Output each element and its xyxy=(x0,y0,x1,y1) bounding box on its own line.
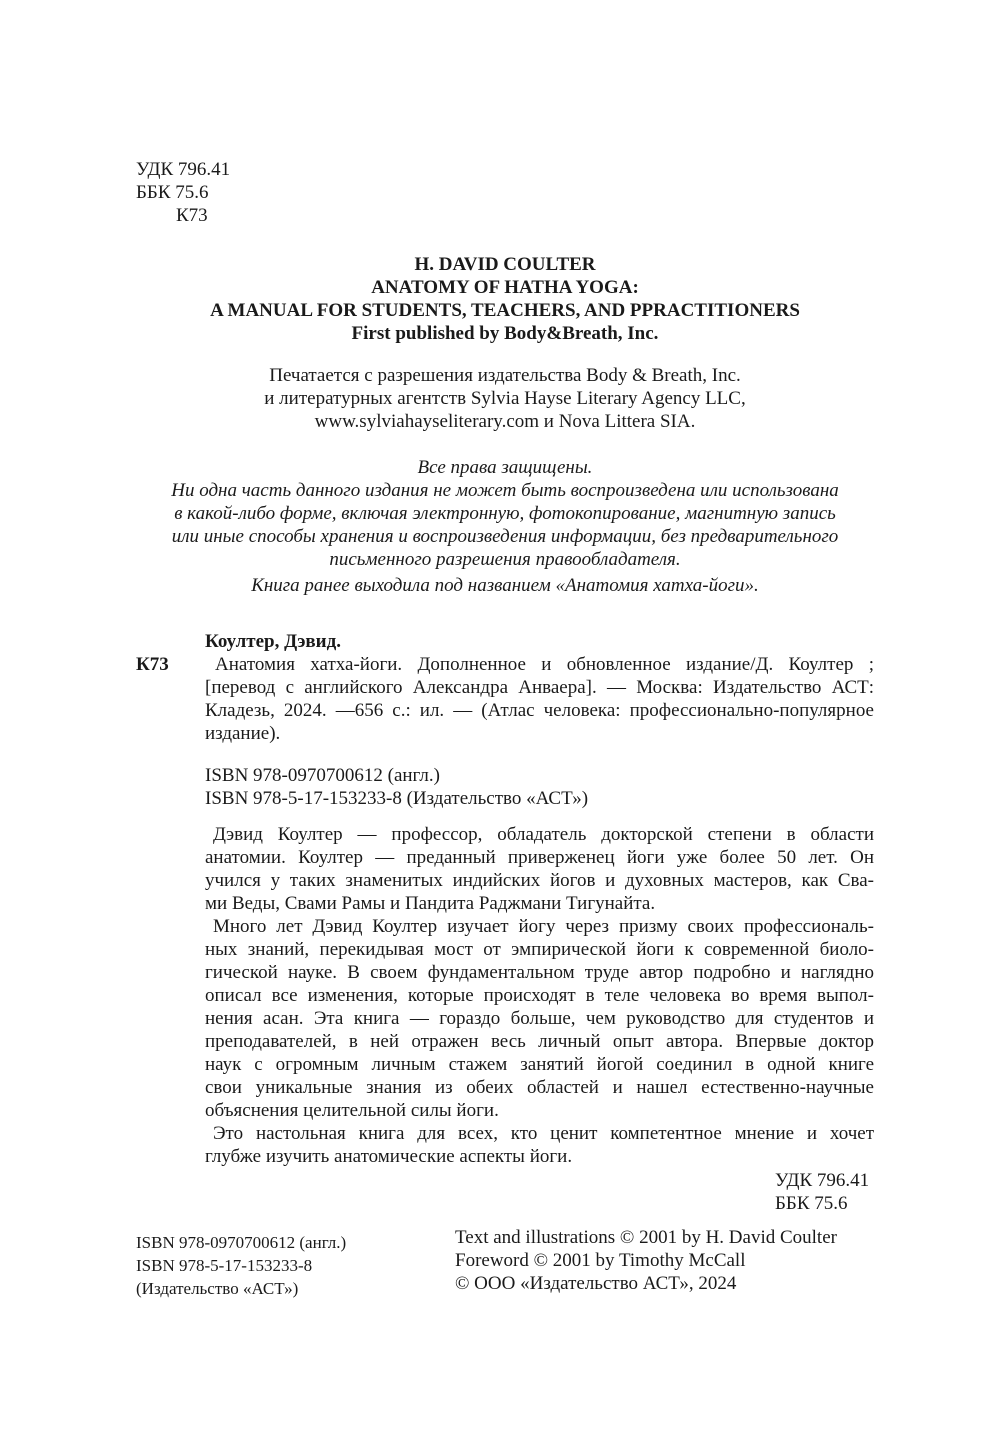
permission-line: и литературных агентств Sylvia Hayse Literary Agency LLC, xyxy=(264,388,746,409)
isbn-line: ISBN 978-0970700612 (англ.) xyxy=(205,765,440,786)
permission-line: www.sylviahayseliterary.com и Nova Littera SIA. xyxy=(314,411,696,432)
rights-line: Ни одна часть данного издания не может быть воспроизведена или использована xyxy=(171,480,839,501)
bib-description xyxy=(205,653,874,745)
rights-line: или иные способы хранения и воспроизведения информации, без предварительного xyxy=(171,526,839,547)
footer-isbn xyxy=(136,1231,346,1300)
annotation-line: Много лет Дэвид Коултер изучает йогу через призму своих профессиональ- xyxy=(213,916,874,937)
annotation-line: гической науке. В своем фундаментальном труде автор подробно и наглядно xyxy=(205,962,874,983)
bib-line: Кладезь, 2024. —656 с.: ил. — (Атлас человека: профессионально-популярное xyxy=(205,700,874,721)
annotation-line: учился у таких знаменитых индийских йогов и духовных мастеров, как Сва- xyxy=(205,870,874,891)
annotation-line: анатомии. Коултер — преданный приверженец йоги уже более 50 лет. Он xyxy=(205,847,874,868)
copyright-line: Text and illustrations © 2001 by H. David Coulter xyxy=(455,1227,837,1248)
original-title-block xyxy=(136,253,874,345)
classification-codes xyxy=(136,158,230,227)
rights-line: письменного разрешения правообладателя. xyxy=(329,549,681,570)
bib-author xyxy=(205,630,341,653)
annotation-line: глубже изучить анатомические аспекты йоги. xyxy=(205,1146,573,1167)
previous-title: Книга ранее выходила под названием «Анатомия хатха-йоги». xyxy=(251,575,759,596)
bbk-code: ББК 75.6 xyxy=(775,1193,848,1214)
original-author: H. DAVID COULTER xyxy=(414,254,596,275)
annotation-line: свои уникальные знания из обеих областей и нашел естественно-научные xyxy=(205,1077,874,1098)
annotation-line: объяснения целительной силы йоги. xyxy=(205,1100,499,1121)
bib-line: издание). xyxy=(205,723,281,744)
annotation-line: Это настольная книга для всех, кто ценит компетентное мнение и хочет xyxy=(213,1123,874,1144)
annotation-line: Дэвид Коултер — профессор, обладатель докторской степени в области xyxy=(213,824,874,845)
isbn-line: ISBN 978-0970700612 (англ.) xyxy=(136,1233,347,1252)
original-title: ANATOMY OF HATHA YOGA: xyxy=(371,277,639,298)
bbk-code: ББК 75.6 xyxy=(136,182,209,203)
rights-block xyxy=(136,456,874,597)
copyright-block xyxy=(455,1226,837,1295)
isbn-line: (Издательство «АСТ») xyxy=(136,1279,299,1298)
author-mark: К73 xyxy=(176,205,208,226)
bib-line: [перевод с английского Александра Анваера]. — Москва: Издательство АСТ: xyxy=(205,677,874,698)
original-subtitle: A MANUAL FOR STUDENTS, TEACHERS, AND PPRACTITIONERS xyxy=(210,300,800,321)
bib-isbn xyxy=(205,764,588,810)
udk-code: УДК 796.41 xyxy=(775,1170,870,1191)
bottom-codes xyxy=(775,1169,869,1215)
bib-mark-text: К73 xyxy=(136,654,169,675)
bib-line: Анатомия хатха-йоги. Дополненное и обновленное издание/Д. Коултер ; xyxy=(215,654,874,675)
annotation-line: наук с огромным личным стажем занятий йогой соединил в одной книге xyxy=(205,1054,874,1075)
rights-line: в какой-либо форме, включая электронную, фотокопирование, магнитную запись xyxy=(174,503,836,524)
annotation-line: преподавателей, в ней отражен весь личный опыт автора. Впервые доктор xyxy=(205,1031,874,1052)
annotation-line: ми Веды, Свами Рамы и Пандита Раджмани Тигунайта. xyxy=(205,893,656,914)
rights-heading: Все права защищены. xyxy=(417,457,593,478)
annotation-line: ных знаний, перекидывая мост от эмпирической йоги к современной биоло- xyxy=(205,939,874,960)
permission-line: Печатается с разрешения издательства Body & Breath, Inc. xyxy=(269,365,741,386)
annotation-line: описал все изменения, которые происходят в теле человека во время выпол- xyxy=(205,985,874,1006)
annotation-line: нения асан. Эта книга — гораздо больше, чем руководство для студентов и xyxy=(205,1008,874,1029)
copyright-line: © ООО «Издательство АСТ», 2024 xyxy=(455,1273,737,1294)
isbn-line: ISBN 978-5-17-153233-8 xyxy=(136,1256,313,1275)
bib-author-text: Коултер, Дэвид. xyxy=(205,631,341,652)
permission-block xyxy=(136,364,874,433)
bib-mark xyxy=(136,653,169,676)
isbn-line: ISBN 978-5-17-153233-8 (Издательство «АСТ») xyxy=(205,788,589,809)
udk-code: УДК 796.41 xyxy=(136,159,231,180)
original-publisher: First published by Body&Breath, Inc. xyxy=(351,323,659,344)
copyright-line: Foreword © 2001 by Timothy McCall xyxy=(455,1250,746,1271)
annotation xyxy=(205,823,874,1168)
